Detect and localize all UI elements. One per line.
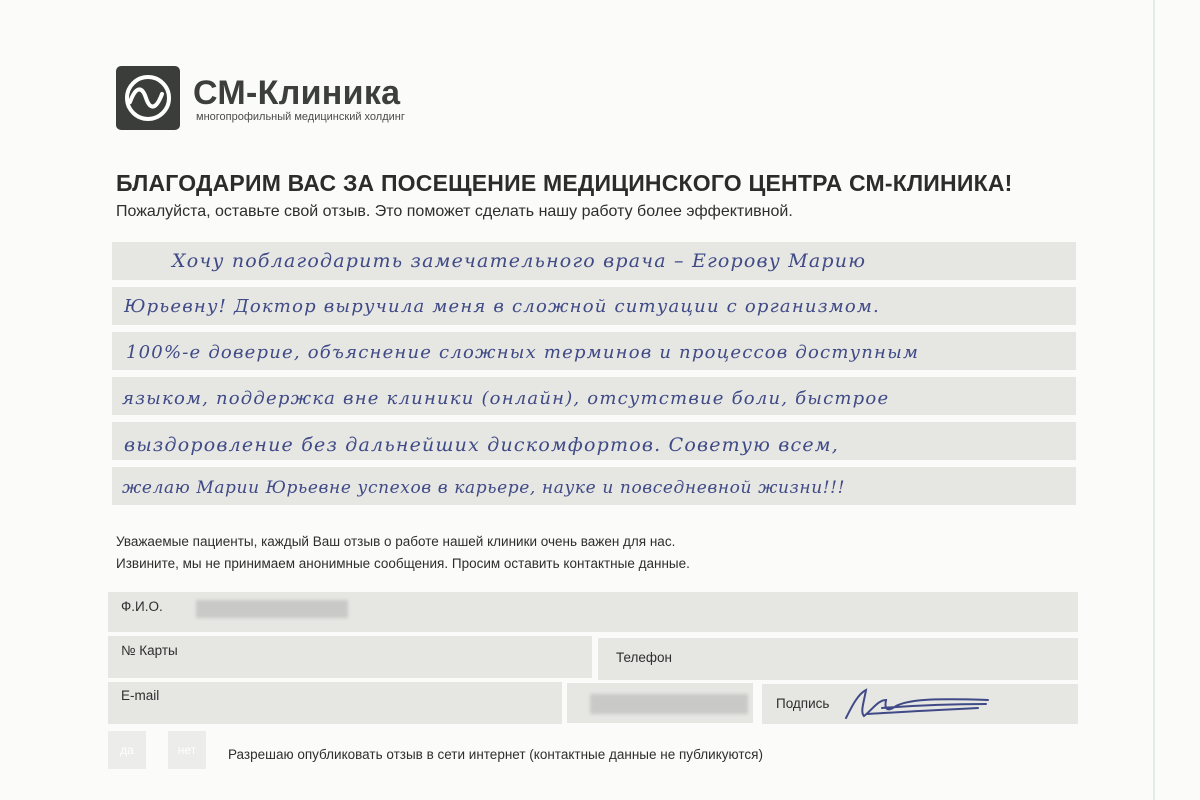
card-number-label: № Карты [121, 643, 178, 658]
review-line: желаю Марии Юрьевне успехов в карьере, науке и повседневной жизни!!! [122, 478, 846, 498]
notice-text: Извините, мы не принимаем анонимные сообщения. Просим оставить контактные данные. [116, 556, 690, 571]
redacted-phone [590, 694, 748, 714]
review-line: выздоровление без дальнейших дискомфортов. Советую всем, [124, 434, 839, 456]
notice-text: Уважаемые пациенты, каждый Ваш отзыв о работе нашей клиники очень важен для нас. [116, 534, 676, 549]
page-edge-line [1153, 0, 1155, 800]
review-textarea[interactable] [112, 238, 1076, 510]
email-label: E-mail [121, 688, 160, 703]
signature-label: Подпись [776, 696, 830, 711]
consent-yes-option[interactable]: да [108, 731, 146, 769]
page-subtitle: Пожалуйста, оставьте свой отзыв. Это поможет сделать нашу работу более эффективной. [116, 203, 793, 220]
card-number-field[interactable] [108, 636, 592, 678]
review-line: Юрьевну! Доктор выручила меня в сложной ситуации с организмом. [124, 296, 880, 317]
brand-name: СМ-Клиника [193, 74, 401, 112]
email-field[interactable] [108, 682, 562, 724]
consent-no-option[interactable]: нет [168, 731, 206, 769]
snake-wave-logo-icon [116, 66, 180, 130]
review-line: языком, поддержка вне клиники (онлайн), отсутствие боли, быстрое [122, 388, 890, 409]
phone-label: Телефон [616, 650, 673, 665]
review-line: 100%-е доверие, объяснение сложных терминов и процессов доступным [126, 342, 920, 363]
consent-text: Разрешаю опубликовать отзыв в сети интернет (контактные данные не публикуются) [228, 747, 763, 762]
brand-tagline: многопрофильный медицинский холдинг [196, 111, 405, 123]
redacted-name [196, 600, 348, 618]
handwritten-signature [838, 680, 998, 730]
fio-label: Ф.И.О. [121, 599, 163, 614]
clinic-logo [116, 66, 180, 130]
review-line: Хочу поблагодарить замечательного врача – Егорову Марию [172, 250, 867, 272]
page-title: БЛАГОДАРИМ ВАС ЗА ПОСЕЩЕНИЕ МЕДИЦИНСКОГО ЦЕНТРА СМ-КЛИНИКА! [116, 170, 1013, 196]
